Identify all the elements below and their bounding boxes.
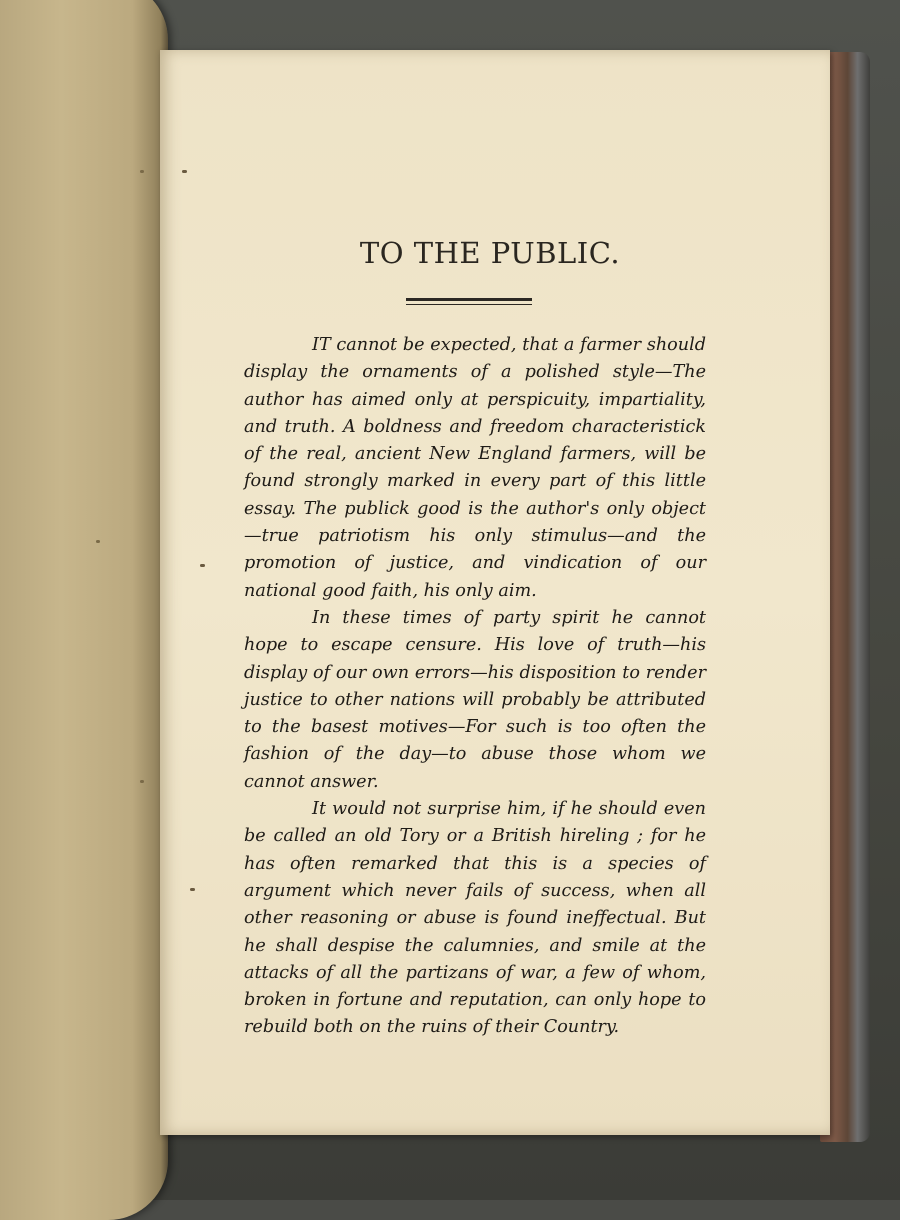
page-speck xyxy=(182,170,187,173)
book-page xyxy=(160,50,830,1135)
paragraph: IT cannot be expected, that a farmer should display the ornaments of a polished style—The author has aimed only at perspicuity, impartiality, and truth. A boldness and freedom characteristick of the real, ancient New England farmers, will be found strongly marked in every part of this little essay. The publick good is the author's only object—true patriotism his only stimulus—and the promotion of justice, and vindication of our national good faith, his only aim. xyxy=(244,335,706,601)
title-rule xyxy=(406,295,532,307)
rule-thick-line xyxy=(406,298,532,301)
page-speck xyxy=(200,564,205,567)
paragraph: It would not surprise him, if he should even be called an old Tory or a British hireling ; for he has often remarked that this is a species of argument which never fails of success, when all other reasoning or abuse is found ineffectual. But he shall despise the calumnies, and smile at the attacks of all the partizans of war, a few of whom, broken in fortune and reputation, can only hope to rebuild both on the ruins of their Country. xyxy=(244,799,706,1038)
left-page xyxy=(0,0,168,1220)
page-speck xyxy=(140,170,144,173)
page-title: TO THE PUBLIC. xyxy=(359,236,621,270)
body-text xyxy=(244,332,706,1042)
page-speck xyxy=(190,888,195,891)
page-speck xyxy=(140,780,144,783)
paragraph: In these times of party spirit he cannot hope to escape censure. His love of truth—his display of our own errors—his disposition to render justice to other nations will probably be attributed to the basest motives—For such is too often the fashion of the day—to abuse those whom we cannot answer. xyxy=(244,607,706,792)
page-speck xyxy=(96,540,100,543)
rule-thin-line xyxy=(406,304,532,305)
